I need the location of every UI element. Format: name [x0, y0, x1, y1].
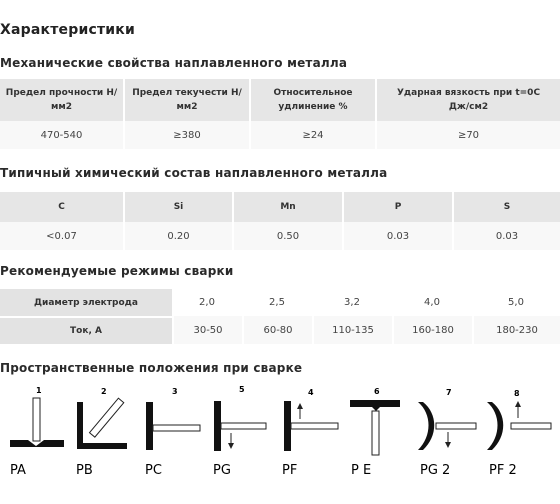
- mech-value-elongation: ≥24: [249, 121, 375, 149]
- position-pa-icon: [10, 386, 64, 478]
- chem-header-mn: Mn: [232, 192, 342, 222]
- modes-current-value: 60-80: [242, 316, 312, 344]
- chem-value-mn: 0.50: [232, 222, 342, 250]
- modes-diameter-value: 3,2: [344, 297, 360, 308]
- position-number: 3: [172, 387, 178, 396]
- chem-value-p: 0.03: [342, 222, 452, 250]
- modes-diameter-label: Диаметр электрода: [0, 289, 172, 316]
- position-code: PF 2: [489, 463, 517, 478]
- position-number: 8: [514, 389, 520, 398]
- modes-current-value: 180-230: [472, 316, 560, 344]
- modes-current-value: 30-50: [172, 316, 242, 344]
- mech-header-strength: Предел прочности Н/ мм2: [0, 79, 123, 121]
- position-pc-icon: [145, 387, 200, 478]
- chem-header-s: S: [452, 192, 560, 222]
- position-code: PA: [10, 463, 26, 478]
- position-pf-icon: [282, 388, 338, 478]
- modes-diameter-value: 4,0: [424, 297, 440, 308]
- position-code: PF: [282, 463, 298, 478]
- modes-diameter-value: 2,5: [269, 297, 285, 308]
- position-code: PG 2: [420, 463, 451, 478]
- chem-value-c: <0.07: [0, 222, 123, 250]
- modes-current-value: 160-180: [392, 316, 472, 344]
- position-code: PG: [213, 463, 231, 478]
- modes-table: [0, 289, 560, 344]
- mech-value-strength: 470-540: [0, 121, 123, 149]
- position-number: 2: [101, 387, 107, 396]
- page-title: Характеристики: [0, 22, 135, 38]
- position-number: 6: [374, 387, 380, 396]
- modes-diameter-value: 2,0: [199, 297, 215, 308]
- mech-header-elongation: Относительное удлинение %: [249, 79, 375, 121]
- mech-table: [0, 79, 560, 149]
- mech-heading: Механические свойства наплавленного металла: [0, 56, 348, 70]
- modes-current-value: 110-135: [312, 316, 392, 344]
- welding-positions-diagram: [0, 384, 560, 504]
- position-pg-icon: [213, 385, 266, 478]
- position-pg2-icon: [418, 388, 476, 478]
- position-code: PB: [76, 463, 93, 478]
- chem-table: [0, 192, 560, 250]
- mech-header-impact: Ударная вязкость при t=0C Дж/см2: [375, 79, 560, 121]
- chem-value-si: 0.20: [123, 222, 232, 250]
- modes-current-label: Ток, А: [0, 316, 172, 344]
- chem-header-si: Si: [123, 192, 232, 222]
- position-number: 5: [239, 385, 245, 394]
- modes-diameter-value: 5,0: [508, 297, 524, 308]
- mech-header-yield: Предел текучести Н/ мм2: [123, 79, 249, 121]
- position-number: 4: [308, 388, 314, 397]
- chem-header-p: P: [342, 192, 452, 222]
- mech-value-impact: ≥70: [375, 121, 560, 149]
- position-code: P E: [351, 463, 372, 478]
- position-pb-icon: [76, 387, 127, 478]
- chem-header-c: C: [0, 192, 123, 222]
- position-number: 1: [36, 386, 42, 395]
- position-pf2-icon: [487, 389, 551, 478]
- chem-heading: Типичный химический состав наплавленного металла: [0, 166, 388, 180]
- position-pe-icon: [350, 387, 400, 478]
- position-code: PC: [145, 463, 162, 478]
- modes-heading: Рекомендуемые режимы сварки: [0, 264, 234, 278]
- chem-value-s: 0.03: [452, 222, 560, 250]
- positions-heading: Пространственные положения при сварке: [0, 361, 303, 375]
- position-number: 7: [446, 388, 452, 397]
- mech-value-yield: ≥380: [123, 121, 249, 149]
